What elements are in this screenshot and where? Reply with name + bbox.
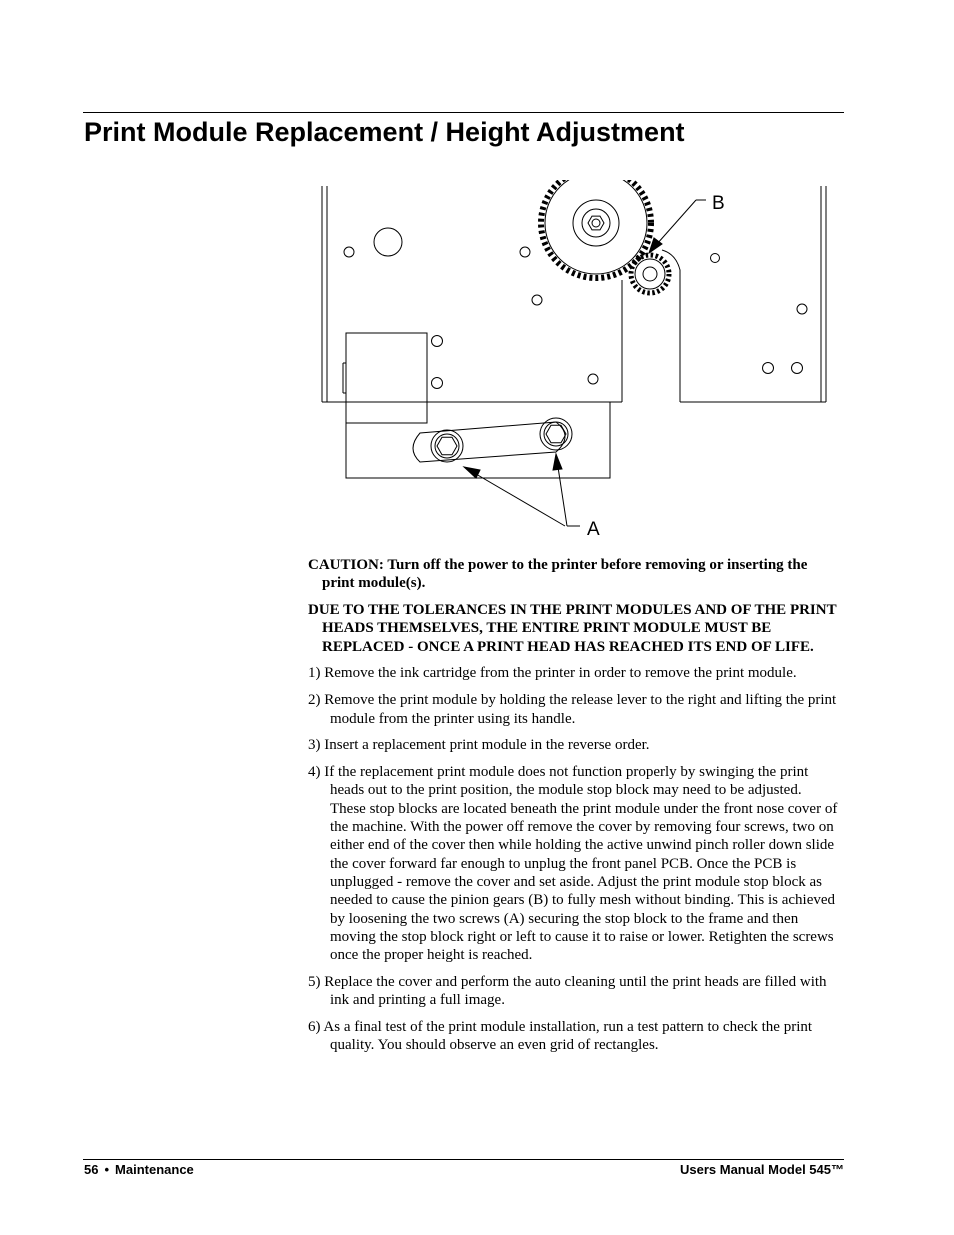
caution-note: CAUTION: Turn off the power to the printer before removing or inserting the print module(s). (308, 557, 808, 592)
print-module-diagram (300, 180, 845, 540)
step-item: 1) Remove the ink cartridge from the printer in order to remove the print module. (308, 665, 797, 682)
frame-hole (432, 378, 443, 389)
frame-hole (532, 295, 542, 305)
footer-rule (83, 1159, 844, 1160)
step-item: 2) Remove the print module by holding the release lever to the right and lifting the print module from the printer using its handle. (308, 692, 837, 727)
frame-hole (711, 254, 720, 263)
callout-b-label: B (712, 193, 725, 214)
pinion-gear (631, 255, 669, 293)
step-item: 4) If the replacement print module does not function properly by swinging the print heads out to the print position, the module stop block may need to be adjusted. These stop blocks are located beneath the print module under the front nose cover of the machine. With the power off remove the cover by removing four screws, two on either end of the cover then while holding the active unwind pinch roller down slide the cover forward far enough to unplug the front panel PCB. Once the PCB is unplugged - remove the cover and set aside. Adjust the print module stop block as needed to cause the pinion gears (B) to fully mesh without binding. This is achieved by loosening the two screws (A) securing the stop block to the frame and then moving the stop block right or left to cause it to raise or lower. Retighten the screws once the proper height is reached. (308, 764, 838, 964)
frame-hole (588, 374, 598, 384)
section-name: Maintenance (115, 1162, 194, 1177)
frame-hole (520, 247, 530, 257)
screw-a-left (431, 430, 463, 462)
callout-a-arrowhead-right (553, 454, 562, 470)
callout-a-label: A (587, 519, 600, 540)
callout-a-arrowhead-left (464, 467, 480, 478)
warning-note: DUE TO THE TOLERANCES IN THE PRINT MODULES AND OF THE PRINT HEADS THEMSELVES, THE ENTIRE PRINT MODULE MUST BE REPLACED - ONCE A PRINT HEAD HAS REACHED ITS END OF LIFE. (308, 602, 837, 655)
frame-hole (344, 247, 354, 257)
frame-hole (432, 336, 443, 347)
page-number: 56 (84, 1162, 99, 1177)
instructions (308, 556, 838, 1063)
step-item: 6) As a final test of the print module installation, run a test pattern to check the print quality. You should observe an even grid of rectangles. (308, 1019, 813, 1054)
step-item: 3) Insert a replacement print module in the reverse order. (308, 737, 650, 754)
footer-manual-title: Users Manual Model 545™ (680, 1162, 844, 1177)
frame-hole (763, 363, 774, 374)
frame-large-hole (374, 228, 402, 256)
callout-a-leader-left (464, 467, 565, 526)
frame-hole (797, 304, 807, 314)
step-item: 5) Replace the cover and perform the auto cleaning until the print heads are filled with ink and printing a full image. (308, 973, 827, 1009)
print-module-block (346, 333, 427, 423)
frame-hole (792, 363, 803, 374)
page-title: Print Module Replacement / Height Adjustment (84, 117, 685, 147)
screw-a-right (540, 418, 572, 450)
footer-separator: • (104, 1162, 110, 1177)
footer-left (84, 1162, 194, 1178)
